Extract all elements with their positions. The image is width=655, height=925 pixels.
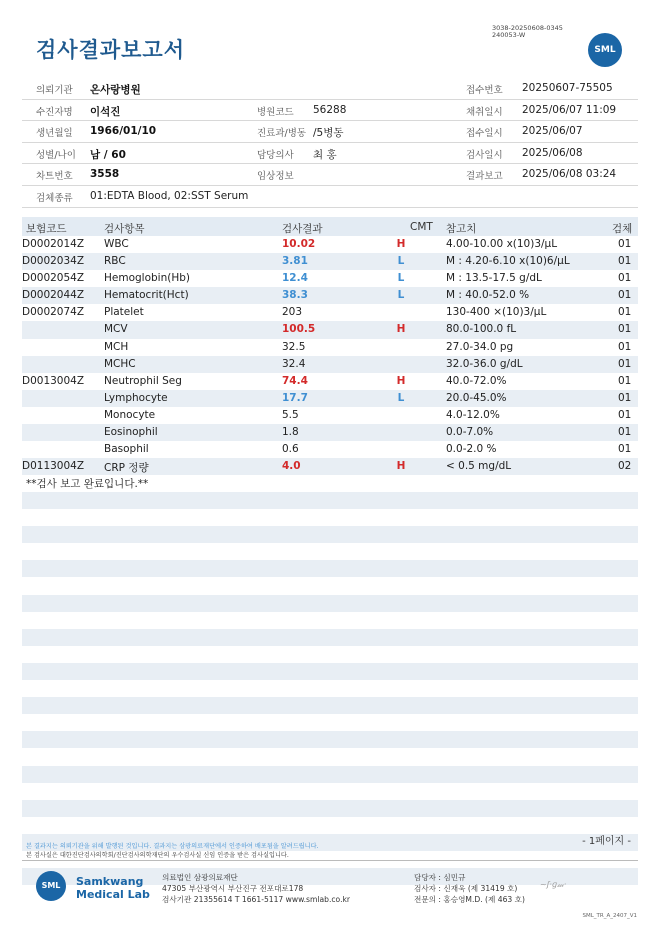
table-row [22,356,638,373]
table-row [22,390,638,407]
empty-row [22,800,638,817]
test-item: Basophil [104,443,149,456]
cmt-flag: H [396,460,406,473]
sex-age-label: 성별/나이 [36,149,76,161]
page-number: - 1페이지 - [582,836,631,847]
sml-logo-icon: SML [588,33,622,67]
specimen-label: 검체종류 [36,192,73,204]
table-row [22,321,638,338]
tested-label: 검사일시 [466,149,503,161]
patient-info-row [22,121,638,143]
cmt-flag: L [397,289,405,302]
specimen-code: 01 [618,391,632,404]
brand-line2: Medical Lab [76,888,150,901]
empty-row [22,492,638,509]
test-item: Neutrophil Seg [104,374,182,387]
test-item: Lymphocyte [104,391,168,404]
results-table-body [22,236,638,475]
cmt-flag: L [397,272,405,285]
chart-value: 3558 [90,168,120,181]
reference-range: M : 4.20-6.10 x(10)6/μL [446,255,570,268]
test-result: 74.4 [282,374,308,387]
insurance-code: D0002054Z [22,272,85,285]
table-row [22,424,638,441]
org-name: 의료법인 삼광의료재단 [162,873,238,882]
document-id-line2: 240053-W [492,31,526,39]
specimen-code: 01 [618,357,632,370]
table-row [22,339,638,356]
empty-row [22,731,638,748]
tested-value: 2025/06/08 [522,146,583,159]
cmt-flag: H [396,323,406,336]
patient-info-row [22,164,638,186]
staff-specialist: 전문의 : 홍승영M.D. (제 463 호) [414,895,525,904]
test-item: MCV [104,323,128,336]
staff-manager: 담당자 : 심민규 [414,873,466,882]
test-result: 203 [282,306,303,319]
table-row [22,373,638,390]
test-result: 12.4 [282,272,308,285]
empty-row [22,766,638,783]
receipt-no-value: 20250607-75505 [522,82,613,94]
specimen-value: 01:EDTA Blood, 02:SST Serum [90,189,249,202]
specimen-code: 01 [618,443,632,456]
accreditation-note: 본 검사실은 대한진단검사의학회/진단검사의학재단의 우수검사실 신임 인증을 받은 검사실입니다. [26,852,289,859]
reference-range: 4.0-12.0% [446,408,500,421]
test-result: 4.0 [282,460,301,473]
received-value: 2025/06/07 [522,125,583,138]
staff-tester: 검사자 : 신재욱 (제 31419 호) [414,884,518,893]
cmt-flag: L [397,391,405,404]
test-item: Hematocrit(Hct) [104,289,189,302]
table-row [22,458,638,475]
hospital-code-value: 56288 [313,103,347,116]
column-header: 참고치 [446,223,477,235]
dept-value: /5병동 [313,127,344,140]
reference-range: M : 40.0-52.0 % [446,289,530,302]
test-item: Monocyte [104,408,156,421]
table-row [22,407,638,424]
org-contact: 검사기관 21355614 T 1661-5117 www.smlab.co.kr [162,895,350,904]
patient-info [22,78,638,208]
test-item: Platelet [104,306,144,319]
test-result: 5.5 [282,408,299,421]
specimen-code: 01 [618,255,632,268]
empty-row [22,526,638,543]
reference-range: 0.0-2.0 % [446,443,497,456]
patient-info-row [22,100,638,122]
document-id [492,25,563,39]
test-item: CRP 정량 [104,462,149,475]
reference-range: M : 13.5-17.5 g/dL [446,272,542,285]
reference-range: 4.00-10.00 x(10)3/μL [446,238,558,250]
signature-image: ~ʃ·ɡ𝓂· [540,880,567,889]
table-row [22,441,638,458]
column-header: 검사결과 [282,223,323,235]
received-label: 접수일시 [466,128,503,140]
column-header: 보험코드 [26,223,67,235]
empty-row [22,697,638,714]
collected-label: 채취일시 [466,106,503,118]
document-id-line1: 3038-20250608-0345 [492,24,563,32]
insurance-code: D0113004Z [22,460,85,473]
chart-label: 차트번호 [36,171,73,183]
patient-info-row [22,78,638,100]
reference-range: 27.0-34.0 pg [446,340,514,353]
column-header: CMT [410,221,433,233]
test-item: MCH [104,340,129,353]
test-result: 1.8 [282,426,299,439]
empty-row [22,560,638,577]
dept-label: 진료과/병동 [257,128,307,140]
test-item: WBC [104,238,129,250]
reported-value: 2025/06/08 03:24 [522,168,617,181]
test-item: Eosinophil [104,426,158,439]
report-title: 검사결과보고서 [36,38,186,62]
table-row [22,287,638,304]
reference-range: < 0.5 mg/dL [446,460,512,473]
doctor-label: 담당의사 [257,149,294,161]
specimen-code: 01 [618,272,632,285]
reference-range: 80.0-100.0 fL [446,323,517,336]
column-header: 검체 [612,223,633,235]
birth-label: 생년월일 [36,128,73,140]
receipt-no-label: 접수번호 [466,85,503,96]
hospital-code-label: 병원코드 [257,106,294,118]
insurance-code: D0002044Z [22,289,85,302]
sml-logo-icon: SML [36,871,66,901]
insurance-code: D0002034Z [22,255,85,268]
patient-info-row [22,186,638,208]
reference-range: 40.0-72.0% [446,374,507,387]
test-result: 3.81 [282,255,308,268]
results-table-header [22,217,638,236]
column-header: 검사항목 [104,223,145,235]
table-row [22,304,638,321]
cmt-flag: L [397,255,405,268]
reference-range: 32.0-36.0 g/dL [446,357,523,370]
brand-name [76,875,150,901]
patient-name: 이석진 [90,105,121,118]
collected-value: 2025/06/07 11:09 [522,103,617,116]
disclaimer-note: 본 결과지는 의뢰기관을 위해 발행된 것입니다. 결과지는 삼광의료재단에서 인증하여 배포됨을 알려드립니다. [26,843,319,850]
test-item: RBC [104,255,126,268]
insurance-code: D0002074Z [22,306,85,319]
brand-line1: Samkwang [76,875,144,888]
specimen-code: 01 [618,374,632,387]
test-result: 100.5 [282,323,316,336]
sex-age-value: 남 / 60 [90,148,126,161]
doctor-value: 최 홍 [313,148,337,161]
specimen-code: 01 [618,306,632,319]
test-result: 0.6 [282,443,299,456]
reference-range: 130-400 ×(10)3/μL [446,306,547,319]
reference-range: 20.0-45.0% [446,391,507,404]
footer-divider [22,860,638,861]
specimen-code: 01 [618,426,632,439]
test-result: 38.3 [282,289,308,302]
insurance-code: D0002014Z [22,238,85,250]
reference-range: 0.0-7.0% [446,426,494,439]
test-item: Hemoglobin(Hb) [104,272,191,285]
patient-info-row [22,143,638,165]
hospital-label: 의뢰기관 [36,85,73,96]
report-label: 결과보고 [466,171,503,183]
specimen-code: 01 [618,340,632,353]
specimen-code: 01 [618,323,632,336]
clinical-label: 임상정보 [257,171,294,183]
empty-row [22,663,638,680]
org-address: 47305 부산광역시 부산진구 전포대로178 [162,884,304,893]
cmt-flag: H [396,238,406,250]
report-complete-note: **검사 보고 완료입니다.** [26,478,149,490]
empty-row [22,595,638,612]
table-row [22,253,638,270]
insurance-code: D0013004Z [22,374,85,387]
test-item: MCHC [104,357,136,370]
test-result: 17.7 [282,391,308,404]
birth-value: 1966/01/10 [90,125,157,138]
test-result: 32.4 [282,357,306,370]
organization-info [162,872,350,905]
specimen-code: 01 [618,289,632,302]
specimen-code: 01 [618,408,632,421]
cmt-flag: H [396,374,406,387]
empty-row [22,629,638,646]
test-result: 10.02 [282,238,316,250]
specimen-code: 01 [618,238,632,250]
test-result: 32.5 [282,340,306,353]
hospital-value: 온사랑병원 [90,84,141,96]
name-label: 수진자명 [36,106,73,118]
staff-info [414,872,525,905]
specimen-code: 02 [618,460,632,473]
table-row [22,270,638,287]
table-row [22,236,638,253]
form-id: SML_TR_A_2407_V1 [582,913,637,919]
